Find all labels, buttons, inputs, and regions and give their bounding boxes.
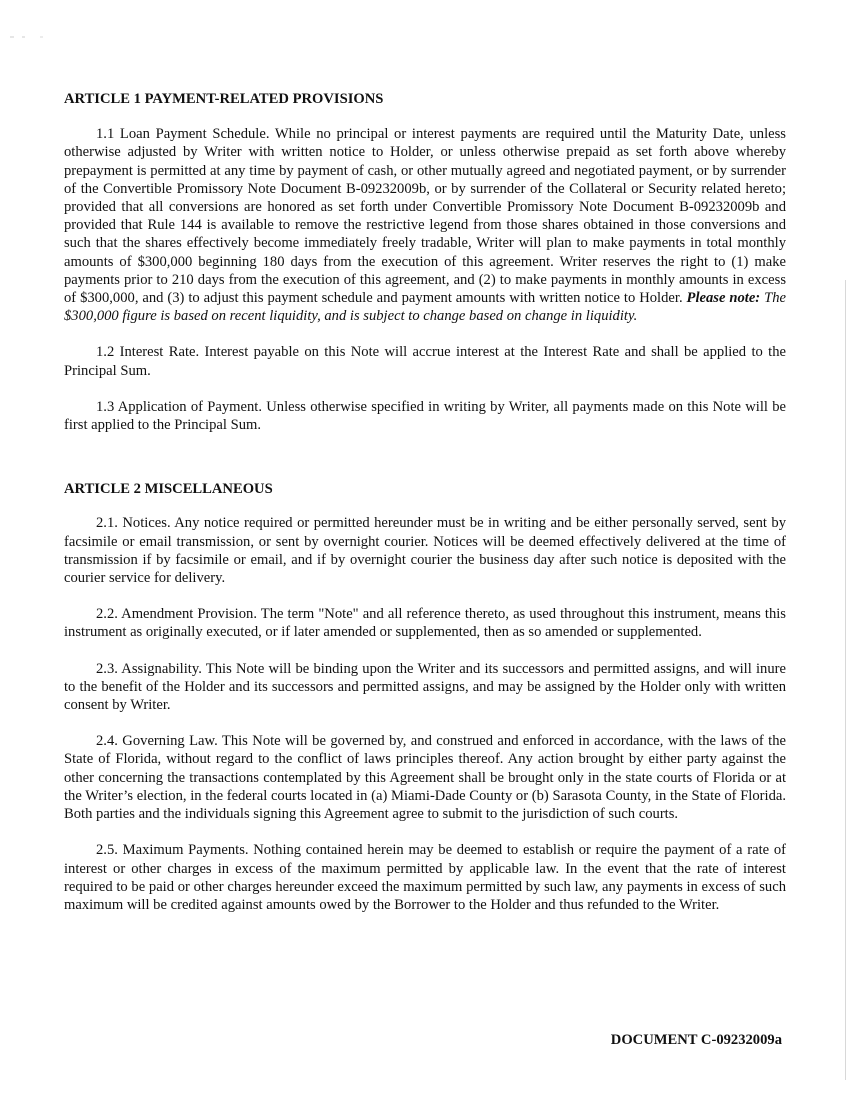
please-note-text: The $300,000 figure is based on recent liquidity, and is subject to change based on change in liquidity. xyxy=(64,290,786,325)
article-1-heading: ARTICLE 1 PAYMENT-RELATED PROVISIONS xyxy=(64,91,384,107)
section-2-5-paragraph: 2.5. Maximum Payments. Nothing contained herein may be deemed to establish or require the payment of a rate of interest or other charges in excess of the maximum permitted by applicable law. In the event that the rate of interest required to be paid or other charges hereunder exceed the maximum permitted by such law, any payments in excess of such maximum will be credited against amounts owed by the Borrower to the Holder and thus refunded to the Writer. xyxy=(64,842,786,913)
article-2-heading: ARTICLE 2 MISCELLANEOUS xyxy=(64,481,273,498)
section-1-2-paragraph: 1.2 Interest Rate. Interest payable on this Note will accrue interest at the Interest Rate and shall be applied to the Principal Sum. xyxy=(64,344,786,379)
section-1-3-paragraph: 1.3 Application of Payment. Unless otherwise specified in writing by Writer, all payments made on this Note will be first applied to the Principal Sum. xyxy=(64,398,786,434)
section-2-1-paragraph: 2.1. Notices. Any notice required or permitted hereunder must be in writing and be either personally served, sent by facsimile or email transmission, or sent by overnight courier. Notices will be deemed effectively delivered at the time of transmission if by facsimile or email, and if by overnight courier the business day after such notice is deposited with the courier service for delivery. xyxy=(64,515,786,587)
scan-artifact xyxy=(10,36,70,38)
document-id-footer: DOCUMENT C-09232009a xyxy=(610,1032,782,1048)
section-1-1-text: 1.1 Loan Payment Schedule. While no principal or interest payments are required until the Maturity Date, unless otherwise adjusted by Writer with written notice to Holder, or unless otherwise prepaid as set forth above whereby prepayment is permitted at any time by payment of cash, or other mutually agreed and negotiated payment, or by surrender of the Convertible Promissory Note Document B-09232009b, or by surrender of the Collateral or Security related hereto; provided that all conversions are honored as set forth under Convertible Promissory Note Document B-09232009b and provided that Rule 144 is available to remove the restrictive legend from those shares obtained in those conversions and such that the shares effectively become immediately freely tradable, Writer will plan to make payments in total monthly amounts of $300,000 beginning 180 days from the execution of this agreement. Writer reserves the right to (1) make payments prior to 210 days from the execution of this agreement, and (2) to make payments in monthly amounts in excess of $300,000, and (3) to adjust this payment schedule and payment amounts with written notice to Holder. xyxy=(64,126,786,307)
section-2-2-paragraph: 2.2. Amendment Provision. The term "Note" and all reference thereto, as used throughout this instrument, means this instrument as originally executed, or if later amended or supplemented, then as so amended or supplemented. xyxy=(64,606,786,641)
section-2-3-paragraph: 2.3. Assignability. This Note will be binding upon the Writer and its successors and permitted assigns, and will inure to the benefit of the Holder and its successors and permitted assigns, and may be assigned by the Holder only with written consent by Writer. xyxy=(64,660,786,714)
section-2-4-paragraph: 2.4. Governing Law. This Note will be governed by, and construed and enforced in accordance, with the laws of the State of Florida, without regard to the conflict of laws principles thereof. Any action brought by either party against the other concerning the transactions contemplated by this Agreement shall be brought only in the state courts of Florida or at the Writer’s election, in the federal courts located in (a) Miami-Dade County or (b) Sarasota County, in the State of Florida. Both parties and the individuals signing this Agreement agree to submit to the jurisdiction of such courts. xyxy=(64,733,786,823)
please-note-label: Please note: xyxy=(686,290,761,307)
scan-edge-line xyxy=(845,280,846,1080)
document-page xyxy=(64,90,786,914)
section-1-1-paragraph xyxy=(64,125,786,325)
